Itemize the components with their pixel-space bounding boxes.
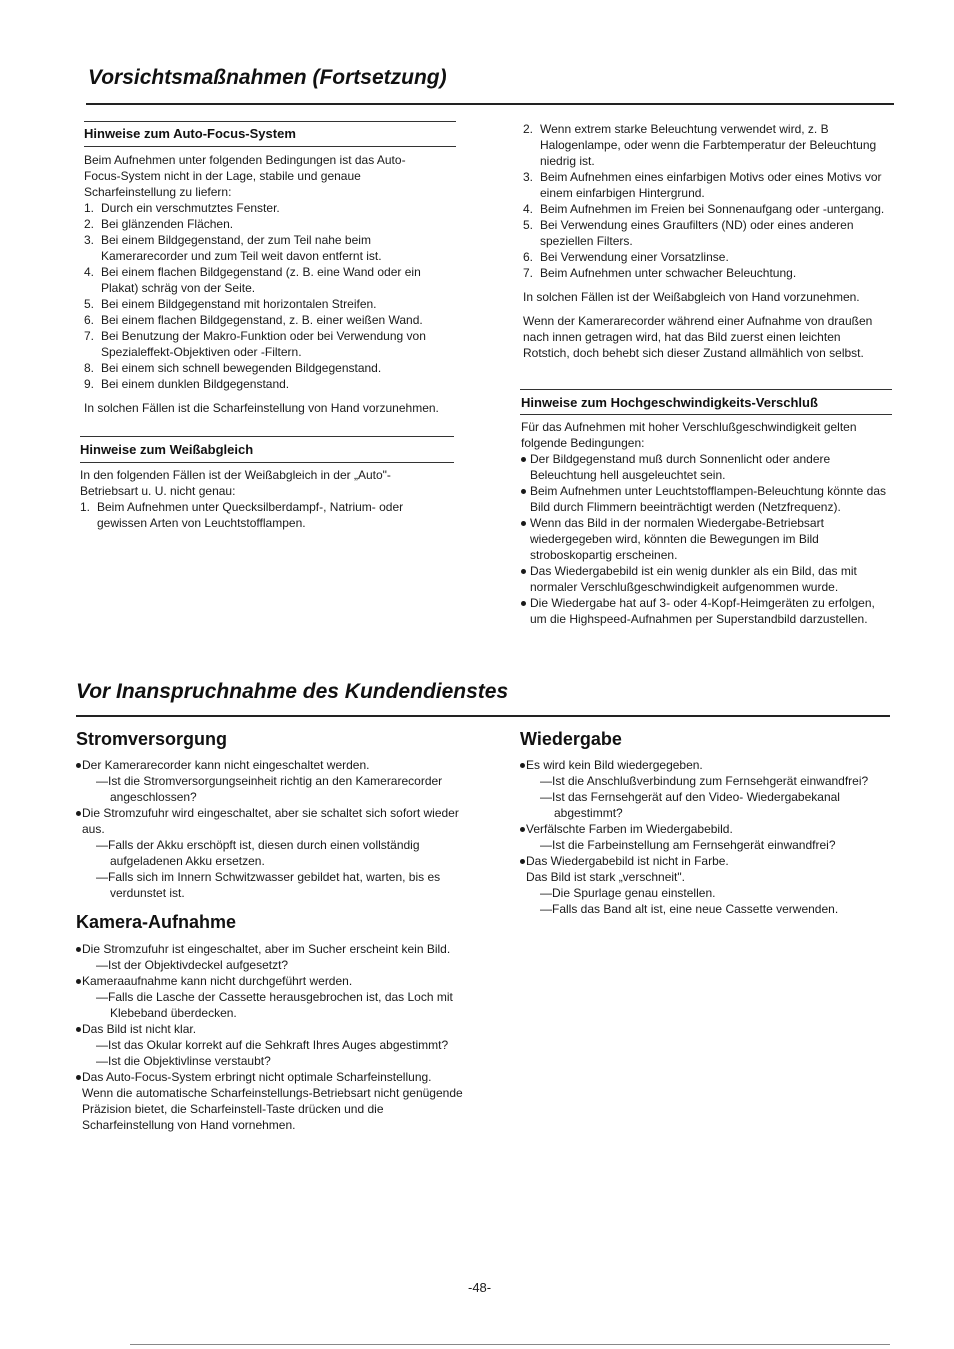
remedy-text <box>540 837 890 853</box>
list-item-text: Bei einem flachen Bildgegenstand, z. B. einer weißen Wand. <box>101 313 423 327</box>
subheading-rule-bottom <box>80 462 454 463</box>
autofocus-list <box>84 200 456 392</box>
list-item-number: 3. <box>84 233 95 247</box>
dash-marker: — <box>96 958 108 972</box>
list-item-text: Bei glänzenden Flächen. <box>101 217 234 231</box>
list-item-number: 1. <box>84 201 95 215</box>
list-item <box>84 360 456 376</box>
trouble-entry <box>520 821 890 853</box>
list-item <box>84 376 456 392</box>
list-item-number: 8. <box>84 361 95 375</box>
heading-camera: Kamera-Aufnahme <box>76 912 237 932</box>
whitebalance-list-left <box>80 499 440 531</box>
list-item-number: 3. <box>523 170 534 184</box>
list-item <box>523 265 893 281</box>
subheading-shutter: Hinweise zum Hochgeschwindigkeits-Verschluß <box>521 395 818 410</box>
subheading-rule-top <box>520 389 892 390</box>
remedy-text <box>540 773 890 789</box>
remedy-text <box>96 837 466 869</box>
remedy-label: Ist der Objektivdeckel aufgesetzt? <box>108 958 289 972</box>
dash-marker: — <box>540 790 552 804</box>
symptom-text: Verfälschte Farben im Wiedergabebild. <box>520 821 890 837</box>
list-item-number: 4. <box>84 265 95 279</box>
remedy-text <box>540 789 890 821</box>
remedy-label: Ist das Okular korrekt auf die Sehkraft Ihres Auges abgestimmt? <box>108 1038 449 1052</box>
list-item-number: 5. <box>84 297 95 311</box>
list-item-number: 9. <box>84 377 95 391</box>
list-item <box>523 217 893 249</box>
bullet-item: Der Bildgegenstand muß durch Sonnenlicht oder andere Beleuchtung hell ausgeleuchtet sein. <box>521 451 891 483</box>
list-item-number: 2. <box>84 217 95 231</box>
bullet-item: Wenn das Bild in der normalen Wiedergabe-Betriebsart wiedergegeben wird, könnten die Bewegungen im Bild stroboskopartig erscheinen. <box>521 515 891 563</box>
dash-marker: — <box>96 838 108 852</box>
list-item-text: Bei Verwendung eines Graufilters (ND) oder eines anderen speziellen Filters. <box>540 218 854 248</box>
list-item <box>523 121 893 169</box>
remedy-text <box>96 989 466 1021</box>
list-item <box>84 296 456 312</box>
power-block <box>76 757 466 901</box>
list-item <box>80 499 440 531</box>
dash-marker: — <box>96 1054 108 1068</box>
remedy-label: Ist die Objektivlinse verstaubt? <box>108 1054 271 1068</box>
symptom-note: Das Bild ist stark „verschneit". <box>526 870 685 884</box>
remedy-label: Ist die Stromversorgungseinheit richtig an den Kamerarecorder angeschlossen? <box>108 774 443 804</box>
remedy-text <box>96 1053 466 1069</box>
symptom-note: Wenn die automatische Scharfeinstellungs-Betriebsart nicht genügende Präzision bietet, die Scharfeinstell-Taste drücken und die Scharfeinstellung von Hand vornehmen. <box>82 1086 463 1132</box>
trouble-entry <box>520 757 890 821</box>
shutter-list <box>521 451 891 627</box>
list-item-text: Beim Aufnehmen unter Quecksilberdampf-, Natrium- oder gewissen Arten von Leuchtstofflampen. <box>97 500 404 530</box>
subheading-whitebalance: Hinweise zum Weißabgleich <box>80 442 254 457</box>
list-item-text: Bei einem sich schnell bewegenden Bildgegenstand. <box>101 361 382 375</box>
page-bottom-rule <box>130 1344 890 1345</box>
shutter-block <box>521 419 891 627</box>
bullet-item: Die Wiedergabe hat auf 3- oder 4-Kopf-Heimgeräten zu erfolgen, um die Highspeed-Aufnahmen per Superstandbild darzustellen. <box>521 595 891 627</box>
heading-power: Stromversorgung <box>76 729 228 749</box>
list-item <box>523 169 893 201</box>
list-item-number: 6. <box>84 313 95 327</box>
dash-marker: — <box>96 774 108 788</box>
remedy-label: Falls die Lasche der Cassette herausgebrochen ist, das Loch mit Klebeband überdecken. <box>108 990 453 1020</box>
dash-marker: — <box>540 838 552 852</box>
trouble-entry <box>76 1021 466 1069</box>
section-rule <box>76 715 890 717</box>
symptom-text: Die Stromzufuhr wird eingeschaltet, aber sie schaltet sich sofort wieder aus. <box>76 805 466 837</box>
playback-block <box>520 757 890 917</box>
heading-playback: Wiedergabe <box>520 729 622 749</box>
list-item-text: Durch ein verschmutztes Fenster. <box>101 201 280 215</box>
dash-marker: — <box>540 886 552 900</box>
list-item-number: 2. <box>523 122 534 136</box>
list-item-text: Beim Aufnehmen eines einfarbigen Motivs oder eines Motivs vor einem einfarbigen Hintergrund. <box>540 170 882 200</box>
whitebalance-outro: In solchen Fällen ist der Weißabgleich von Hand vorzunehmen. <box>523 290 860 304</box>
list-item <box>523 201 893 217</box>
remedy-label: Falls das Band alt ist, eine neue Cassette verwenden. <box>552 902 839 916</box>
remedy-label: Ist die Farbeinstellung am Fernsehgerät einwandfrei? <box>552 838 836 852</box>
subheading-rule-top <box>84 121 456 122</box>
list-item-text: Bei einem Bildgegenstand, der zum Teil nahe beim Kamerarecorder und zum Teil weit davon entfernt ist. <box>101 233 382 263</box>
symptom-text: Die Stromzufuhr ist eingeschaltet, aber im Sucher erscheint kein Bild. <box>76 941 466 957</box>
list-item <box>84 216 456 232</box>
list-item-text: Beim Aufnehmen im Freien bei Sonnenaufgang oder -untergang. <box>540 202 885 216</box>
dash-marker: — <box>96 990 108 1004</box>
remedy-text <box>96 1037 466 1053</box>
whitebalance-block-right <box>523 121 893 361</box>
dash-marker: — <box>96 870 108 884</box>
autofocus-outro: In solchen Fällen ist die Scharfeinstellung von Hand vorzunehmen. <box>84 401 439 415</box>
symptom-text: Kameraaufnahme kann nicht durchgeführt werden. <box>76 973 466 989</box>
whitebalance-intro: In den folgenden Fällen ist der Weißabgleich in der „Auto"-Betriebsart u. U. nicht genau: <box>80 468 391 498</box>
remedy-text <box>96 869 466 901</box>
list-item-number: 7. <box>84 329 95 343</box>
list-item-number: 5. <box>523 218 534 232</box>
symptom-text: Der Kamerarecorder kann nicht eingeschaltet werden. <box>76 757 466 773</box>
symptom-text: Es wird kein Bild wiedergegeben. <box>520 757 890 773</box>
trouble-entry <box>76 1069 466 1133</box>
trouble-entry <box>76 805 466 901</box>
list-item-text: Beim Aufnehmen unter schwacher Beleuchtung. <box>540 266 797 280</box>
list-item-text: Bei einem dunklen Bildgegenstand. <box>101 377 290 391</box>
whitebalance-note: Wenn der Kamerarecorder während einer Aufnahme von draußen nach innen getragen wird, hat das Bild zuerst einen leichten Rotstich, doch behebt sich dieser Zustand allmählich von selbst. <box>523 314 873 360</box>
list-item <box>84 328 456 360</box>
trouble-entry <box>76 941 466 973</box>
remedy-text <box>540 901 890 917</box>
symptom-text: Das Auto-Focus-System erbringt nicht optimale Scharfeinstellung. <box>76 1069 466 1085</box>
list-item-number: 7. <box>523 266 534 280</box>
dash-marker: — <box>540 774 552 788</box>
shutter-intro: Für das Aufnehmen mit hoher Verschlußgeschwindigkeit gelten folgende Bedingungen: <box>521 420 857 450</box>
subheading-rule-top <box>80 436 454 437</box>
list-item-text: Bei Verwendung einer Vorsatzlinse. <box>540 250 729 264</box>
remedy-label: Falls der Akku erschöpft ist, diesen durch einen vollständig aufgeladenen Akku ersetzen. <box>108 838 420 868</box>
list-item-text: Bei einem Bildgegenstand mit horizontalen Streifen. <box>101 297 377 311</box>
remedy-text <box>96 773 466 805</box>
list-item-number: 6. <box>523 250 534 264</box>
remedy-text <box>96 957 466 973</box>
trouble-entry <box>520 853 890 917</box>
symptom-text: Das Bild ist nicht klar. <box>76 1021 466 1037</box>
subheading-rule-bottom <box>84 146 456 147</box>
list-item <box>84 264 456 296</box>
dash-marker: — <box>96 1038 108 1052</box>
remedy-label: Die Spurlage genau einstellen. <box>552 886 716 900</box>
symptom-text: Das Wiedergabebild ist nicht in Farbe. <box>520 853 890 869</box>
bullet-item: Das Wiedergabebild ist ein wenig dunkler als ein Bild, das mit normaler Verschlußgeschwindigkeit aufgenommen wurde. <box>521 563 891 595</box>
section-title-service: Vor Inanspruchnahme des Kundendienstes <box>76 680 509 703</box>
list-item-text: Wenn extrem starke Beleuchtung verwendet wird, z. B Halogenlampe, oder wenn die Farbtemperatur der Beleuchtung niedrig ist. <box>540 122 877 168</box>
remedy-text <box>540 885 890 901</box>
remedy-label: Ist das Fernsehgerät auf den Video- Wiedergabekanal abgestimmt? <box>552 790 840 820</box>
remedy-label: Falls sich im Innern Schwitzwasser gebildet hat, warten, bis es verdunstet ist. <box>108 870 441 900</box>
list-item <box>523 249 893 265</box>
section-title-precautions: Vorsichtsmaßnahmen (Fortsetzung) <box>88 66 447 89</box>
whitebalance-block-left <box>80 467 440 531</box>
list-item-text: Bei Benutzung der Makro-Funktion oder bei Verwendung von Spezialeffekt-Objektiven oder -Filtern. <box>101 329 426 359</box>
autofocus-intro: Beim Aufnehmen unter folgenden Bedingungen ist das Auto-Focus-System nicht in der Lage, stabile und genaue Scharfeinstellung zu liefern: <box>84 153 406 199</box>
page-number: -48- <box>468 1280 492 1295</box>
camera-block <box>76 941 466 1133</box>
trouble-entry <box>76 973 466 1021</box>
autofocus-block <box>84 152 456 416</box>
list-item-text: Bei einem flachen Bildgegenstand (z. B. eine Wand oder ein Plakat) schräg von der Seite. <box>101 265 421 295</box>
trouble-entry <box>76 757 466 805</box>
list-item-number: 4. <box>523 202 534 216</box>
dash-marker: — <box>540 902 552 916</box>
list-item <box>84 200 456 216</box>
bullet-item: Beim Aufnehmen unter Leuchtstofflampen-Beleuchtung könnte das Bild durch Flimmern beeinträchtigt werden (Netzfrequenz). <box>521 483 891 515</box>
section-rule <box>86 103 894 105</box>
list-item <box>84 232 456 264</box>
list-item-number: 1. <box>80 500 91 514</box>
whitebalance-list-right <box>523 121 893 281</box>
subheading-rule-bottom <box>520 414 892 415</box>
list-item <box>84 312 456 328</box>
remedy-label: Ist die Anschlußverbindung zum Fernsehgerät einwandfrei? <box>552 774 869 788</box>
subheading-autofocus: Hinweise zum Auto-Focus-System <box>84 126 296 141</box>
